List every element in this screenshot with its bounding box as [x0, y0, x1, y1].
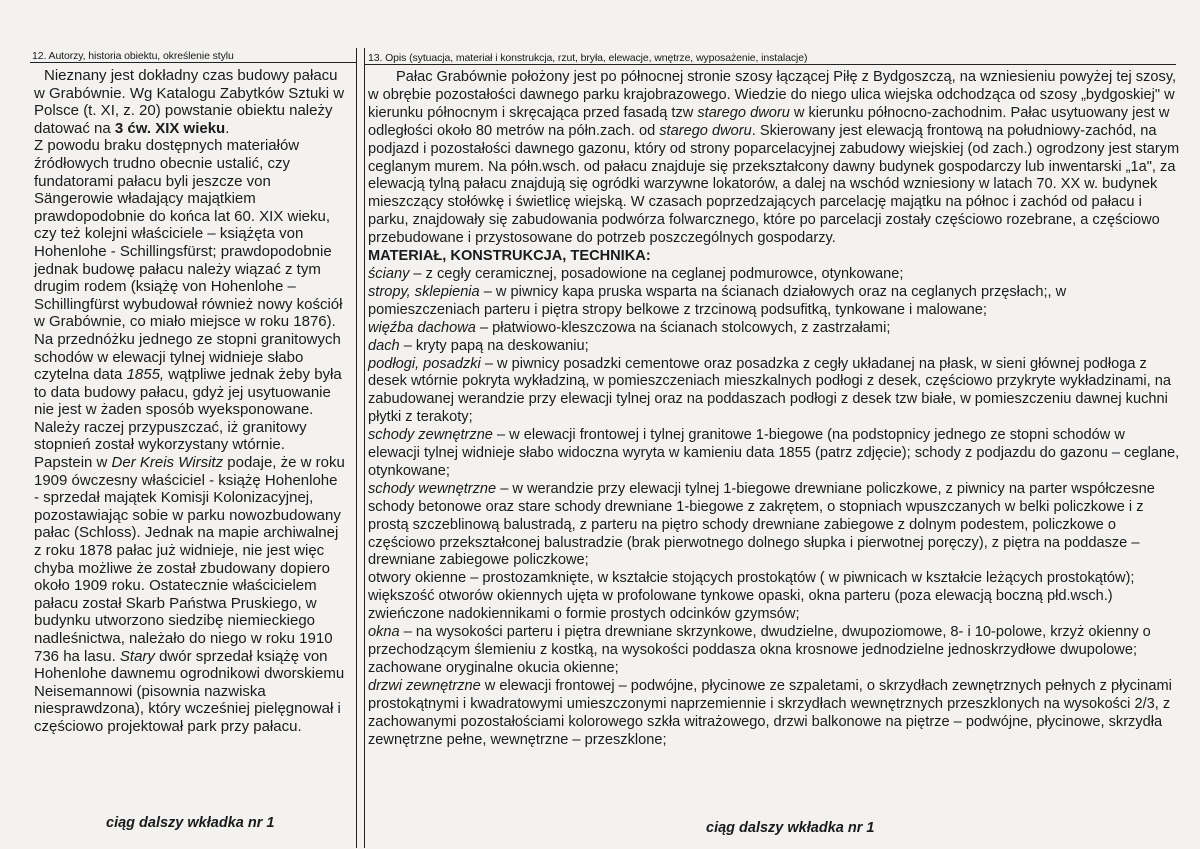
material-term: drzwi zewnętrzne — [368, 677, 481, 694]
history-paragraph: Z powodu braku dostępnych materiałów źródłowych trudno obecnie ustalić, czy fundatorami pałacu byli jeszcze von Sängerowie władający majątkiem prawdopodobnie do końca lat 60. XIX wieku, czy też kolejni właściciele – książęta von Hohenlohe - Schillingsfürst; prawdopodobnie jednak budowę pałacu należy wiązać z tym drugim rodem (książę von Hohenlohe – Schillingfürst wybudował również nowy kościół w Grabównie, co miało miejsce w roku 1876). — [34, 137, 343, 331]
material-term: stropy, sklepienia — [368, 283, 480, 300]
dating-highlight: 3 ćw. XIX wieku — [114, 119, 226, 137]
column-divider-right — [364, 48, 365, 848]
material-item — [368, 481, 1180, 571]
material-item — [368, 427, 1180, 481]
material-text: – kryty papą na deskowaniu; — [399, 337, 589, 354]
material-term: ściany — [368, 265, 410, 282]
material-term: schody zewnętrzne — [368, 427, 493, 444]
material-item — [368, 624, 1180, 678]
header-rule-right — [364, 64, 1176, 65]
material-item — [368, 320, 1180, 338]
material-item — [368, 356, 1180, 428]
material-term: dach — [368, 337, 400, 354]
material-term: schody wewnętrzne — [368, 480, 497, 497]
history-paragraph: Na przednóżku jednego ze stopni granitowych schodów w elewacji tylnej widnieje słabo czytelna data 1855, wątpliwe jednak żeby była to data budowy pałacu, gdyż jej usytuowanie nie jest w żaden sposób wyeksponowane. Należy raczej przypuszczać, iż granitowy stopnień został wykorzystany wtórnie. — [34, 330, 342, 454]
material-text: otwory okienne – prostozamknięte, w kształcie stojących prostokątów ( w piwnicach w kształcie leżących prostokątów); większość otworów okiennych ujęta w profolowane tynkowe opaski, okna parteru (poza elewacją boczną płd.wsch.) zwieńczone nadokiennikami o formie prostych odcinków gzymsów; — [368, 570, 1135, 623]
material-item — [368, 284, 1180, 320]
history-paragraph: Nieznany jest dokładny czas budowy pałacu w Grabównie. Wg Katalogu Zabytków Sztuki w Polsce (t. XI, z. 20) powstanie obiektu należy datować na 3 ćw. XIX wieku. — [34, 67, 345, 137]
material-text: – w piwnicy kapa pruska wsparta na ścianach działowych oraz na ceglanych przęsłach;, w pomieszczeniach parteru i piętra stropy belkowe z trzcinową podsufitką, tynkowane i malowane; — [368, 283, 1067, 318]
material-item — [368, 678, 1180, 750]
material-text: – w piwnicy posadzki cementowe oraz posadzka z cegły układanej na płask, w sieni głównej podłoga z desek wtórnie pokryta wykładziną, w pomieszczeniach mieszkalnych podłogi z desek, częściowo przykryte wykładzinami, na zabudowanej werandzie przy elewacji tylnej oraz na poddaszach podłogi z desek tzw białe, w pomieszczeniu dawnej kuchni płytki z terakoty; — [368, 355, 1171, 426]
right-continuation-note: ciąg dalszy wkładka nr 1 — [706, 820, 875, 836]
history-paragraph: Papstein w Der Kreis Wirsitz podaje, że w roku 1909 ówczesny właściciel - książę Hohenlohe - sprzedał majątek Komisji Kolonizacyjnej, pozostawiając sobie w parku nowozbudowany pałac (Schloss). Jednak na mapie archiwalnej z roku 1878 pałac już widnieje, nie jest więc chyba możliwe że został zbudowany dopiero około 1909 roku. Ostatecznie właścicielem pałacu został Skarb Państwa Pruskiego, w budynku utworzono siedzibę niemieckiego nadleśnictwa, należało do niego w roku 1910 736 ha lasu. Stary dwór sprzedał książę von Hohenlohe dawnemu ogrodnikowi dworskiemu Neisemannowi (pisownia nazwiska niesprawdzona), który wcześniej pielęgnował i częściowo projektował park przy pałacu. — [34, 454, 345, 735]
left-continuation-note: ciąg dalszy wkładka nr 1 — [106, 815, 275, 831]
material-term: więźba dachowa — [368, 319, 476, 336]
material-item — [368, 570, 1180, 624]
material-text: – z cegły ceramicznej, posadowione na ceglanej podmurowce, otynkowane; — [409, 265, 904, 282]
left-section-header: 12. Autorzy, historia obiektu, określenie stylu — [32, 50, 234, 62]
material-item — [368, 338, 1180, 356]
materials-list — [368, 266, 1180, 749]
material-term: okna — [368, 624, 400, 641]
material-text: – w elewacji frontowej i tylnej granitowe 1-biegowe (na podstopnicy jednego ze stopni schodów w elewacji tylnej widnieje słabo widoczna wyryta w kamieniu data 1855 (patrz zdjęcie); schody z podjazdu do gazonu – ceglane, otynkowane; — [368, 427, 1180, 479]
material-text: – na wysokości parteru i piętra drewniane skrzynkowe, dwudzielne, dwupoziomowe, 8- i 10-polowe, krzyż okienny o przechodzącym ślemieniu z kostką, na wysokości poddasza okna krosnowe jednodzielne jednoskrzydłowe dwupolowe; zachowane oryginalne okucia okienne; — [368, 624, 1151, 676]
section-title: MATERIAŁ, KONSTRUKCJA, TECHNIKA: — [368, 248, 651, 265]
history-column — [34, 67, 346, 736]
material-item — [368, 266, 1180, 284]
material-term: podłogi, posadzki — [368, 355, 481, 372]
column-divider-left — [356, 48, 357, 848]
description-paragraph: Pałac Grabównie położony jest po północnej stronie szosy łączącej Piłę z Bydgoszczą, na wzniesieniu powyżej tej szosy, w obrębie pozostałości dawnego parku krajobrazowego. Wiedzie do niego ulica wiejska odchodząca od szosy „bydgoskiej" w kierunku północnym i skręcająca przed fasadą tzw starego dworu w kierunku północno-zachodnim. Pałac usytuowany jest w odległości około 80 metrów na półn.zach. od starego dworu. Skierowany jest elewacją frontową na południowy-zachód, na podjazd i pozostałości dawnego gazonu, który od strony poparcelacyjnej zabudowy wiejskiej (od zach.) ogrodzony jest starym ceglanym murem. Na półn.wsch. od pałacu znajduje się przekształcony dawny budynek gospodarczy lub inwentarski „1a", za elewacją tylną pałacu znajdują się ogródki warzywne lokatorów, a dalej na wschód wzniesiony w latach 70. XX w. budynek mieszczący stołówkę i świetlicę wiejską. W czasach poprzedzających parcelację majątku na północ i zachód od pałacu i parku, znajdowały się zabudowania podwórza folwarcznego, które po parcelacji zostały częściowo rozebrane, a częściowo przebudowane i przystosowane do potrzeb poszczególnych gospodarzy. — [368, 69, 1180, 247]
header-rule-left — [30, 62, 356, 63]
right-section-header: 13. Opis (sytuacja, materiał i konstrukcja, rzut, bryła, elewacje, wnętrze, wyposażenie, instalacje) — [368, 52, 808, 64]
material-text: – w werandzie przy elewacji tylnej 1-biegowe drewniane policzkowe, z piwnicy na parter współczesne schody betonowe oraz stare schody drewniane 1-biegowe z zakrętem, o stopniach wpuszczanych w belki policzkowe i z prostą szczeblinową balustradą, z parteru na piętro schody drewniane zabiegowe z dolnym podestem, policzkowe o częściowo przekształconej balustradzie (brak pierwotnego dolnego słupka i pierwotnej poręczy), z piętra na poddasze – drewniane zabiegowe policzkowe; — [368, 480, 1155, 569]
description-column — [368, 69, 1180, 749]
material-text: – płatwiowo-kleszczowa na ścianach stolcowych, z zastrzałami; — [475, 319, 891, 336]
material-text: w elewacji frontowej – podwójne, płycinowe ze szpaletami, o skrzydłach zewnętrznych pełnych z płycinami prostokątnymi i kwadratowymi umieszczonymi naprzemiennie i skrzydłach wewnętrznych przeszklonych na wysokości 2/3, z zachowanymi pozostałościami kolorowego szkła witrażowego, drzwi balkonowe na piętrze – podwójne, płycinowe, skrzydła zewnętrzne pełne, wewnętrzne – przeszklone; — [368, 677, 1172, 748]
